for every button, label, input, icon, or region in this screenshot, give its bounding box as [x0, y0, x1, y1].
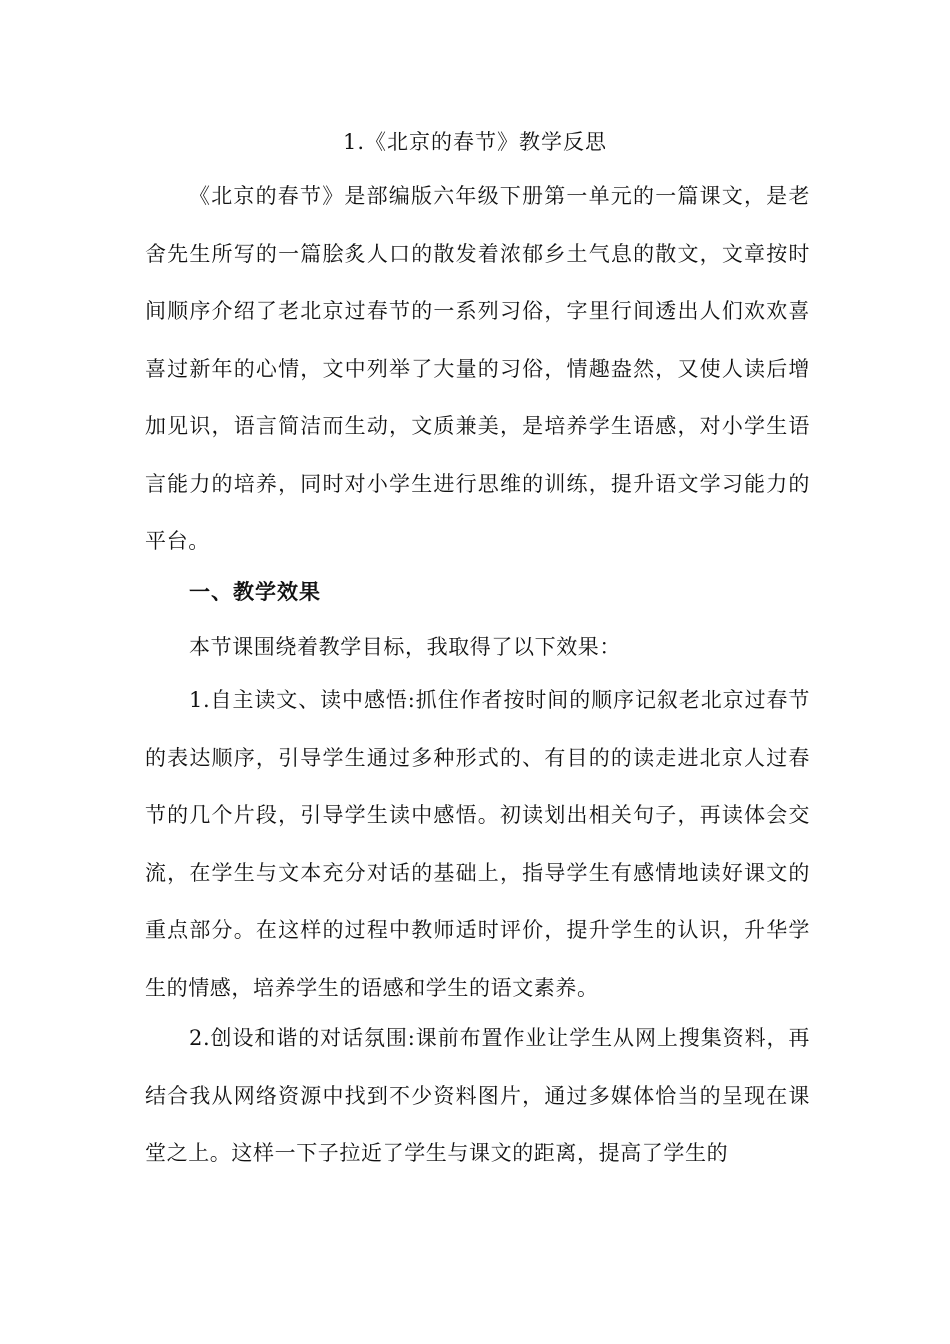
- effect-2-paragraph: 2.创设和谐的对话氛围:课前布置作业让学生从网上搜集资料，再结合我从网络资源中找到不少资料图片，通过多媒体恰当的呈现在课堂之上。这样一下子拉近了学生与课文的距离，提高了学生的: [145, 1026, 810, 1165]
- effect-1-paragraph: 1.自主读文、读中感悟:抓住作者按时间的顺序记叙老北京过春节的表达顺序，引导学生通过多种形式的、有目的的读走进北京人过春节的几个片段，引导学生读中感悟。初读划出相关句子，再读体会交流，在学生与文本充分对话的基础上，指导学生有感情地读好课文的重点部分。在这样的过程中教师适时评价，提升学生的认识，升华学生的情感，培养学生的语感和学生的语文素养。: [145, 688, 810, 1000]
- effects-intro-paragraph: 本节课围绕着教学目标，我取得了以下效果：: [189, 635, 621, 659]
- intro-paragraph: 《北京的春节》是部编版六年级下册第一单元的一篇课文，是老舍先生所写的一篇脍炙人口的散发着浓郁乡土气息的散文，文章按时间顺序介绍了老北京过春节的一系列习俗，字里行间透出人们欢欢喜喜过新年的心情，文中列举了大量的习俗，情趣盎然，又使人读后增加见识，语言简洁而生动，文质兼美，是培养学生语感，对小学生语言能力的培养，同时对小学生进行思维的训练，提升语文学习能力的平台。: [145, 184, 810, 553]
- document-title: 1.《北京的春节》教学反思: [342, 130, 608, 154]
- section-heading: 一、教学效果: [189, 580, 321, 604]
